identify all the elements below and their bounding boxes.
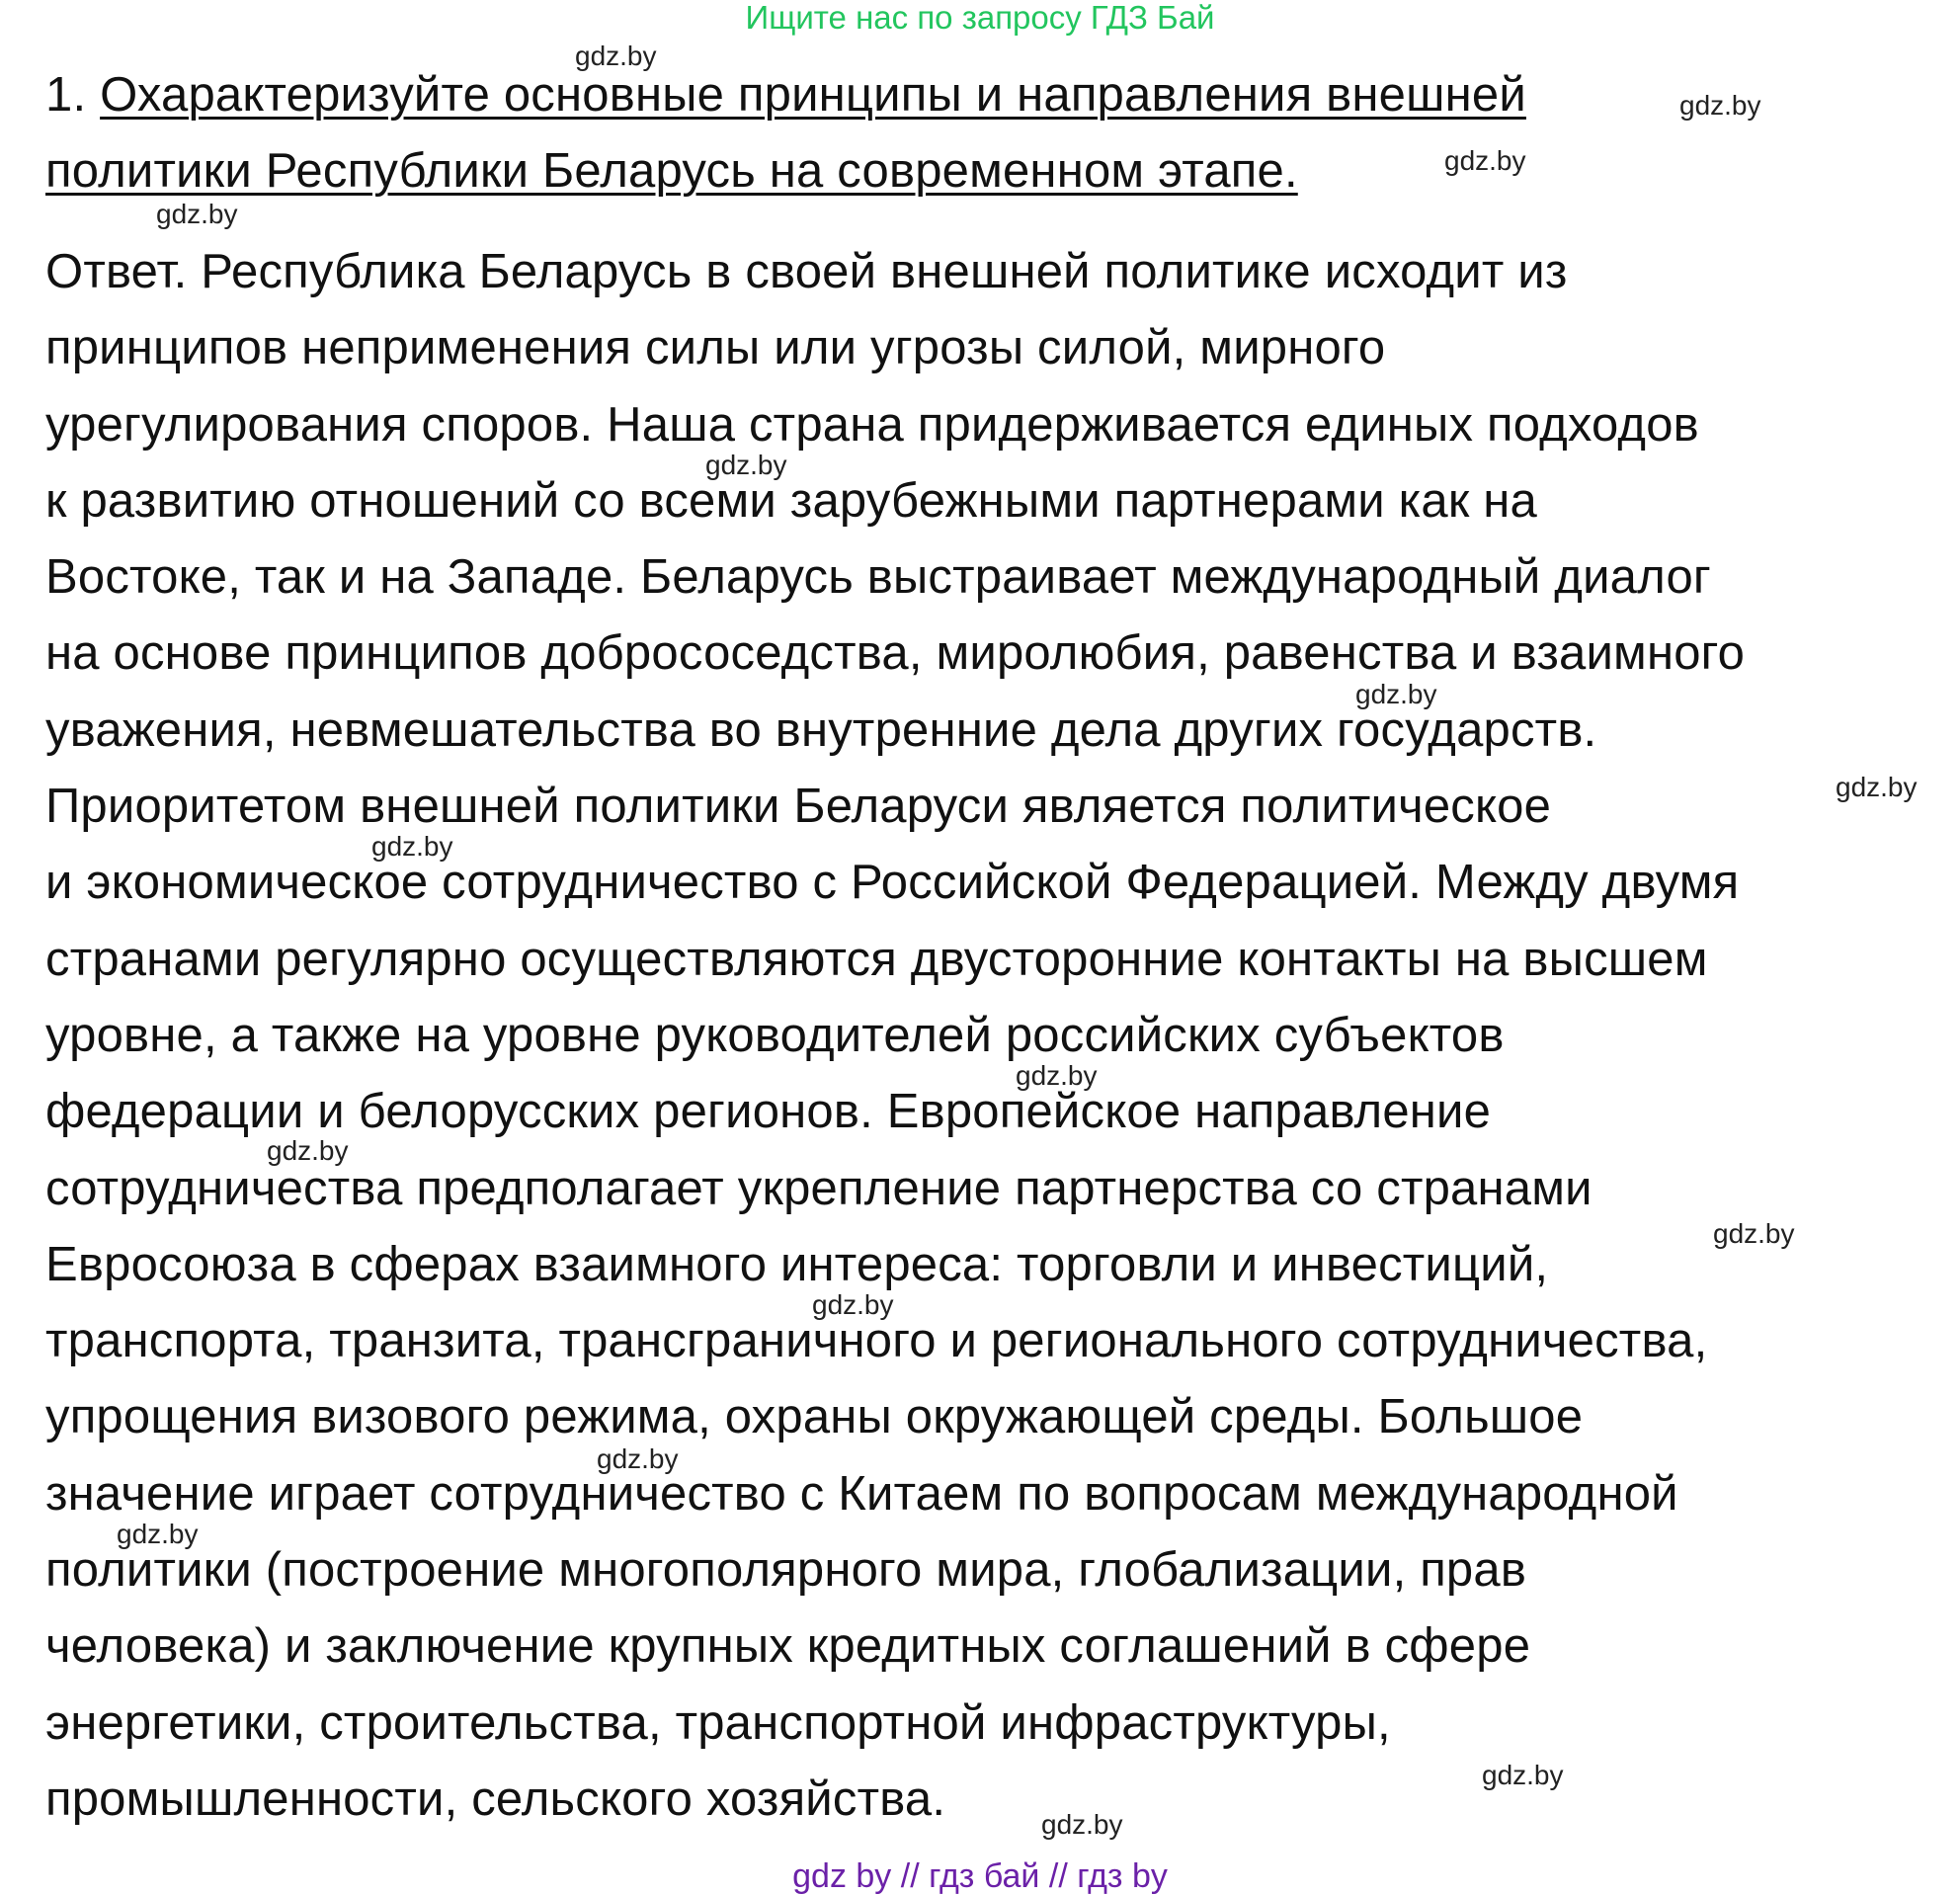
answer-line: сотрудничества предполагает укрепление партнерства со странами [45,1161,1592,1215]
answer-line: Евросоюза в сферах взаимного интереса: торговли и инвестиций, [45,1237,1549,1291]
question-text-line-1: Охарактеризуйте основные принципы и направления внешней [100,68,1526,122]
answer-line: к развитию отношений со всеми зарубежными партнерами как на [45,473,1538,528]
answer-line: транспорта, транзита, трансграничного и регионального сотрудничества, [45,1314,1708,1368]
answer-line: Ответ. Республика Беларусь в своей внешней политике исходит из [45,245,1568,298]
answer-line: значение играет сотрудничество с Китаем по вопросам международной [45,1466,1678,1521]
question-heading [45,57,1705,209]
footer-links: gdz by // гдз бай // гдз by [792,1857,1168,1895]
watermark: gdz.by [1041,1809,1123,1840]
answer-line: странами регулярно осуществляются двусторонние контакты на высшем [45,932,1708,986]
answer-line: политики (построение многополярного мира, глобализации, прав [45,1543,1527,1598]
watermark: gdz.by [1355,679,1437,709]
answer-line: Приоритетом внешней политики Беларуси является политическое [45,780,1552,834]
answer-line: промышленности, сельского хозяйства. [45,1771,946,1826]
answer-line: уровне, а также на уровне руководителей российских субъектов [45,1008,1505,1062]
answer-line: энергетики, строительства, транспортной инфраструктуры, [45,1695,1391,1750]
watermark: gdz.by [1444,145,1526,176]
watermark: gdz.by [1713,1218,1795,1249]
answer-line: урегулирования споров. Наша страна придерживается единых подходов [45,397,1699,452]
answer-line: уважения, невмешательства во внутренние дела других государств. [45,702,1597,757]
answer-line: и экономическое сотрудничество с Российской Федерацией. Между двумя [45,856,1740,910]
answer-line: человека) и заключение крупных кредитных соглашений в сфере [45,1619,1531,1674]
question-number: 1. [45,68,87,122]
answer-line: федерации и белорусских регионов. Европейское направление [45,1085,1492,1139]
watermark: gdz.by [156,199,238,229]
watermark: gdz.by [117,1519,199,1549]
watermark: gdz.by [371,831,453,862]
answer-line: принципов неприменения силы или угрозы силой, мирного [45,321,1386,375]
question-text-line-2: политики Республики Беларусь на современном этапе. [45,144,1298,198]
watermark: gdz.by [1016,1060,1098,1091]
top-banner: Ищите нас по запросу ГДЗ Бай [745,0,1215,36]
answer-body [45,234,1952,1838]
watermark: gdz.by [597,1443,679,1474]
watermark: gdz.by [1482,1760,1564,1790]
watermark: gdz.by [705,450,787,480]
watermark: gdz.by [812,1289,894,1320]
watermark: gdz.by [575,41,657,71]
watermark: gdz.by [267,1135,349,1166]
watermark: gdz.by [1679,90,1761,121]
answer-line: упрощения визового режима, охраны окружающей среды. Большое [45,1390,1584,1444]
answer-line: на основе принципов добрососедства, миролюбия, равенства и взаимного [45,626,1746,681]
watermark: gdz.by [1836,772,1918,802]
answer-line: Востоке, так и на Западе. Беларусь выстраивает международный диалог [45,550,1711,605]
